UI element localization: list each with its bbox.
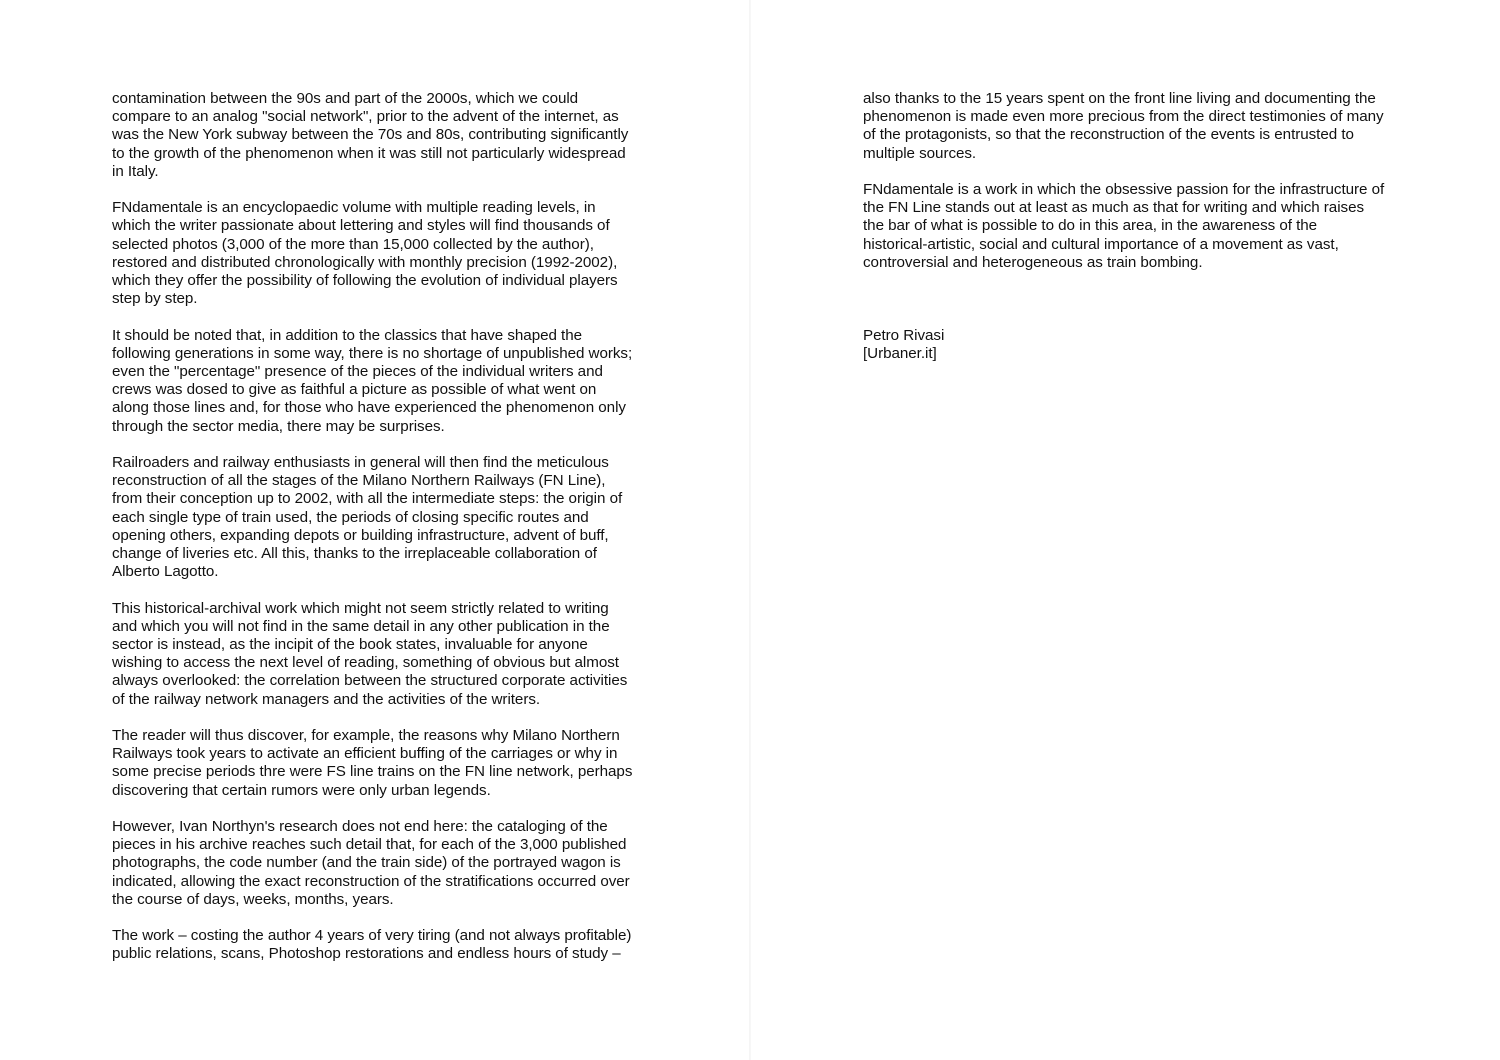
left-page-text — [112, 90, 652, 982]
paragraph: Railroaders and railway enthusiasts in general will then find the meticulous reconstruction of all the stages of the Milano Northern Railways (FN Line), from their conception up to 2002, with all the intermediate steps: the origin of each single type of train used, the periods of closing specific routes and opening others, expanding depots or building infrastructure, advent of buff, change of liveries etc. All this, thanks to the irreplaceable collaboration of Alberto Lagotto. — [112, 454, 623, 581]
right-page — [750, 0, 1500, 1060]
paragraph: also thanks to the 15 years spent on the front line living and documenting the phenomenon is made even more precious from the direct testimonies of many of the protagonists, so that the reconstruction of the events is entrusted to multiple sources. — [863, 90, 1384, 162]
paragraph: It should be noted that, in addition to the classics that have shaped the following generations in some way, there is no shortage of unpublished works; even the "percentage" presence of the pieces of the individual writers and crews was dosed to give as faithful a picture as possible of what went on along those lines and, for those who have experienced the phenomenon only through the sector media, there may be surprises. — [112, 326, 633, 435]
paragraph: contamination between the 90s and part of the 2000s, which we could compare to an analog "social network", prior to the advent of the internet, as was the New York subway between the 70s and 80s, contributing significantly to the growth of the phenomenon when it was still not particularly widespread in Italy. — [112, 90, 629, 180]
paragraph: FNdamentale is a work in which the obsessive passion for the infrastructure of the FN Line stands out at least as much as that for writing and which raises the bar of what is possible to do in this area, in the awareness of the historical-artistic, social and cultural importance of a movement as vast, controversial and heterogeneous as train bombing. — [863, 181, 1385, 271]
signature — [863, 327, 1403, 363]
paragraph: FNdamentale is an encyclopaedic volume with multiple reading levels, in which the writer passionate about lettering and styles will find thousands of selected photos (3,000 of the more than 15,000 collected by the author), restored and distributed chronologically with monthly precision (1992-2002), which they offer the possibility of following the evolution of individual players step by step. — [112, 199, 618, 308]
paragraph: The work – costing the author 4 years of very tiring (and not always profitable) public relations, scans, Photoshop restorations and endless hours of study – — [112, 927, 632, 963]
right-page-text — [863, 90, 1403, 363]
paragraph: This historical-archival work which might not seem strictly related to writing and which you will not find in the same detail in any other publication in the sector is instead, as the incipit of the book states, invaluable for anyone wishing to access the next level of reading, something of obvious but almost always overlooked: the correlation between the structured corporate activities of the railway network managers and the activities of the writers. — [112, 599, 628, 708]
paragraph: However, Ivan Northyn's research does not end here: the cataloging of the pieces in his archive reaches such detail that, for each of the 3,000 published photographs, the code number (and the train side) of the portrayed wagon is indicated, allowing the exact reconstruction of the stratifications occurred over the course of days, weeks, months, years. — [112, 818, 630, 908]
signature-author: Petro Rivasi — [863, 326, 945, 344]
signature-source: [Urbaner.it] — [863, 344, 937, 362]
paragraph: The reader will thus discover, for example, the reasons why Milano Northern Railways took years to activate an efficient buffing of the carriages or why in some precise periods thre were FS line trains on the FN line network, perhaps discovering that certain rumors were only urban legends. — [112, 727, 633, 799]
